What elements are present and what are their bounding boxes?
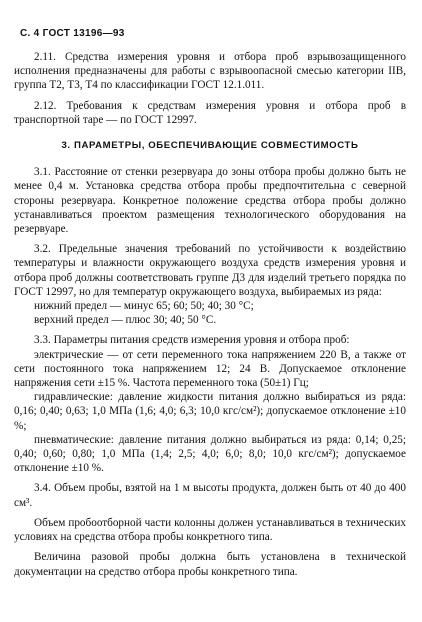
page-header: С. 4 ГОСТ 13196—93 <box>20 28 125 39</box>
paragraph-2-12: 2.12. Требования к средствам измерения уровня и отбора проб в транспортной таре — по ГОСТ 12997. <box>14 99 406 126</box>
paragraph-2-11: 2.11. Средства измерения уровня и отбора проб взрывозащищенного исполнения предназначены для работы с взрывоопасной смесью категории IIВ, группа Т2, Т3, Т4 по классификации ГОСТ 12.1.011. <box>14 51 406 92</box>
lower-limit: нижний предел — минус 65; 60; 50; 40; 30 °С; <box>34 300 254 313</box>
single-sample-paragraph: Величина разовой пробы должна быть установлена в технической документации на средство отбора пробы конкретного типа. <box>14 551 406 578</box>
paragraph-3-4: 3.4. Объем пробы, взятой на 1 м высоты продукта, должен быть от 40 до 400 см³. <box>14 482 406 509</box>
hydraulic-power: гидравлические: давление жидкости питания должно выбираться из ряда: 0,16; 0,40; 0,63; 1,0 МПа (1,6; 4,0; 6,3; 10,0 кгс/см²); допускаемое отклонение ±10 %; <box>14 391 406 432</box>
column-volume-paragraph: Объем пробоотборной части колонны должен устанавливаться в технических условиях на средства отбора пробы конкретного типа. <box>14 516 406 544</box>
page-content <box>14 50 406 579</box>
upper-limit: верхний предел — плюс 30; 40; 50 °С. <box>34 314 217 327</box>
electric-power: электрические — от сети переменного тока напряжением 220 В, а также от сети постоянного тока напряжением 12; 24 В. Допускаемое отклонение напряжения сети ±15 %. Частота переменного тока (50±1) Гц; <box>14 348 406 390</box>
pneumatic-power: пневматические: давление питания должно выбираться из ряда: 0,14; 0,25; 0,40; 0,60; 0,80; 1,0 МПа (1,4; 2,5; 4,0; 6,0; 8,0; 10,0 кгс/см²); допускаемое отклонение ±10 %. <box>14 433 406 475</box>
paragraph-3-2: 3.2. Предельные значения требований по устойчивости к воздействию температуры и влажности окружающего воздуха средств измерения уровня и отбора проб должны соответствовать группе Д3 для изделий третьего порядка по ГОСТ 12997, но для температур окружающего воздуха, выбираемых из ряда: <box>14 243 406 298</box>
paragraph-3-3: 3.3. Параметры питания средств измерения уровня и отбора проб: <box>34 334 350 347</box>
section-3-title: 3. ПАРАМЕТРЫ, ОБЕСПЕЧИВАЮЩИЕ СОВМЕСТИМОСТЬ <box>61 140 359 152</box>
paragraph-3-1: 3.1. Расстояние от стенки резервуара до зоны отбора пробы должно быть не менее 0,4 м. Установка средства отбора пробы предпочтительна с северной стороны резервуара. Конкретное положение средства отбора пробы должно устанавливаться проектом размещения технологического оборудования на резервуаре. <box>14 166 406 236</box>
